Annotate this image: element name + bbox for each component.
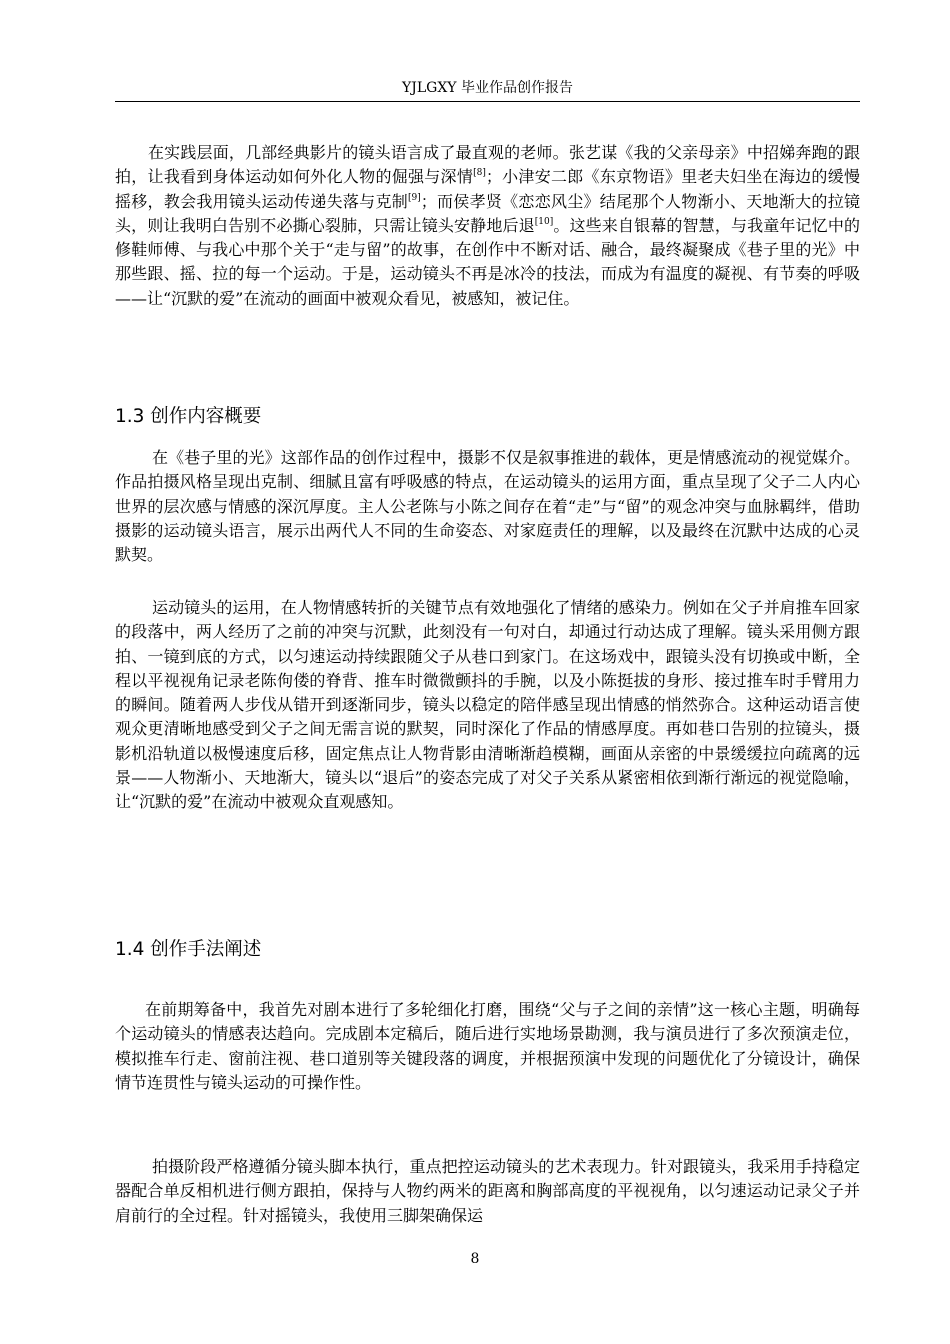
paragraph-text: ；小津安二郎《东京物语》里老夫妇坐在海边的缓慢摇移，教会我用镜头运动传递失落与克制 <box>115 167 860 211</box>
citation-8: [8] <box>473 168 486 179</box>
paragraph-motion-shots: 运动镜头的运用，在人物情感转折的关键节点有效地强化了情绪的感染力。例如在父子并肩推车回家的段落中，两人经历了之前的冲突与沉默，此刻没有一句对白，却通过行动达成了理解。镜头采用侧方跟拍、一镜到底的方式，以匀速运动持续跟随父子从巷口到家门。在这场戏中，跟镜头没有切换或中断，全程以平视视角记录老陈佝偻的脊背、推车时微微颤抖的手腕，以及小陈挺拔的身形、接过推车时手臂用力的瞬间。随着两人步伐从错开到逐渐同步，镜头以稳定的陪伴感呈现出情感的悄然弥合。这种运动语言使观众更清晰地感受到父子之间无需言说的默契，同时深化了作品的情感厚度。再如巷口告别的拉镜头，摄影机沿轨道以极慢速度后移，固定焦点让人物背影由清晰渐趋模糊，画面从亲密的中景缓缓拉向疏离的远景——人物渐小、天地渐大，镜头以“退后”的姿态完成了对父子关系从紧密相依到渐行渐远的视觉隐喻，让“沉默的爱”在流动中被观众直观感知。 <box>115 598 860 812</box>
paragraph-practice-references <box>115 141 860 311</box>
paragraph-text: 在实践层面，几部经典影片的镜头语言成了最直观的老师。张艺谋《我的父亲母亲》中招娣奔跑的跟拍，让我看到身体运动如何外化人物的倔强与深情 <box>115 143 860 187</box>
paragraph-shooting-stage: 拍摄阶段严格遵循分镜头脚本执行，重点把控运动镜头的艺术表现力。针对跟镜头，我采用手持稳定器配合单反相机进行侧方跟拍，保持与人物约两米的距离和胸部高度的平视视角，以匀速运动记录父子并肩前行的全过程。针对摇镜头，我使用三脚架确保运 <box>115 1157 860 1225</box>
section-heading-1-3: 1.3 创作内容概要 <box>115 406 262 427</box>
page-number: 8 <box>470 1251 480 1267</box>
header-rule <box>115 101 860 102</box>
paragraph-content-overview: 在《巷子里的光》这部作品的创作过程中，摄影不仅是叙事推进的载体，更是情感流动的视觉媒介。作品拍摄风格呈现出克制、细腻且富有呼吸感的特点，在运动镜头的运用方面，重点呈现了父子二人内心世界的层次感与情感的深沉厚度。主人公老陈与小陈之间存在着“走”与“留”的观念冲突与血脉羁绊，借助摄影的运动镜头语言，展示出两代人不同的生命姿态、对家庭责任的理解，以及最终在沉默中达成的心灵默契。 <box>115 448 860 565</box>
citation-10: [10] <box>534 216 554 227</box>
citation-9: [9] <box>408 192 421 203</box>
section-heading-1-4: 1.4 创作手法阐述 <box>115 939 262 960</box>
paragraph-preproduction: 在前期筹备中，我首先对剧本进行了多轮细化打磨，围绕“父与子之间的亲情”这一核心主题，明确每个运动镜头的情感表达趋向。完成剧本定稿后，随后进行实地场景勘测，我与演员进行了多次预演走位，模拟推车行走、窗前注视、巷口道别等关键段落的调度，并根据预演中发现的问题优化了分镜设计，确保情节连贯性与镜头运动的可操作性。 <box>115 1000 860 1092</box>
running-header: YJLGXY 毕业作品创作报告 <box>402 80 573 96</box>
paragraph-text: 。这些来自银幕的智慧，与我童年记忆中的修鞋师傅、与我心中那个关于“走与留”的故事，在创作中不断对话、融合，最终凝聚成《巷子里的光》中那些跟、摇、拉的每一个运动。于是，运动镜头不再是冰冷的技法，而成为有温度的凝视、有节奏的呼吸——让“沉默的爱”在流动的画面中被观众看见，被感知，被记住。 <box>115 215 860 308</box>
paragraph-text: ；而侯孝贤《恋恋风尘》结尾那个人物渐小、天地渐大的拉镜头，则让我明白告别不必撕心裂肺，只需让镜头安静地后退 <box>115 191 860 235</box>
